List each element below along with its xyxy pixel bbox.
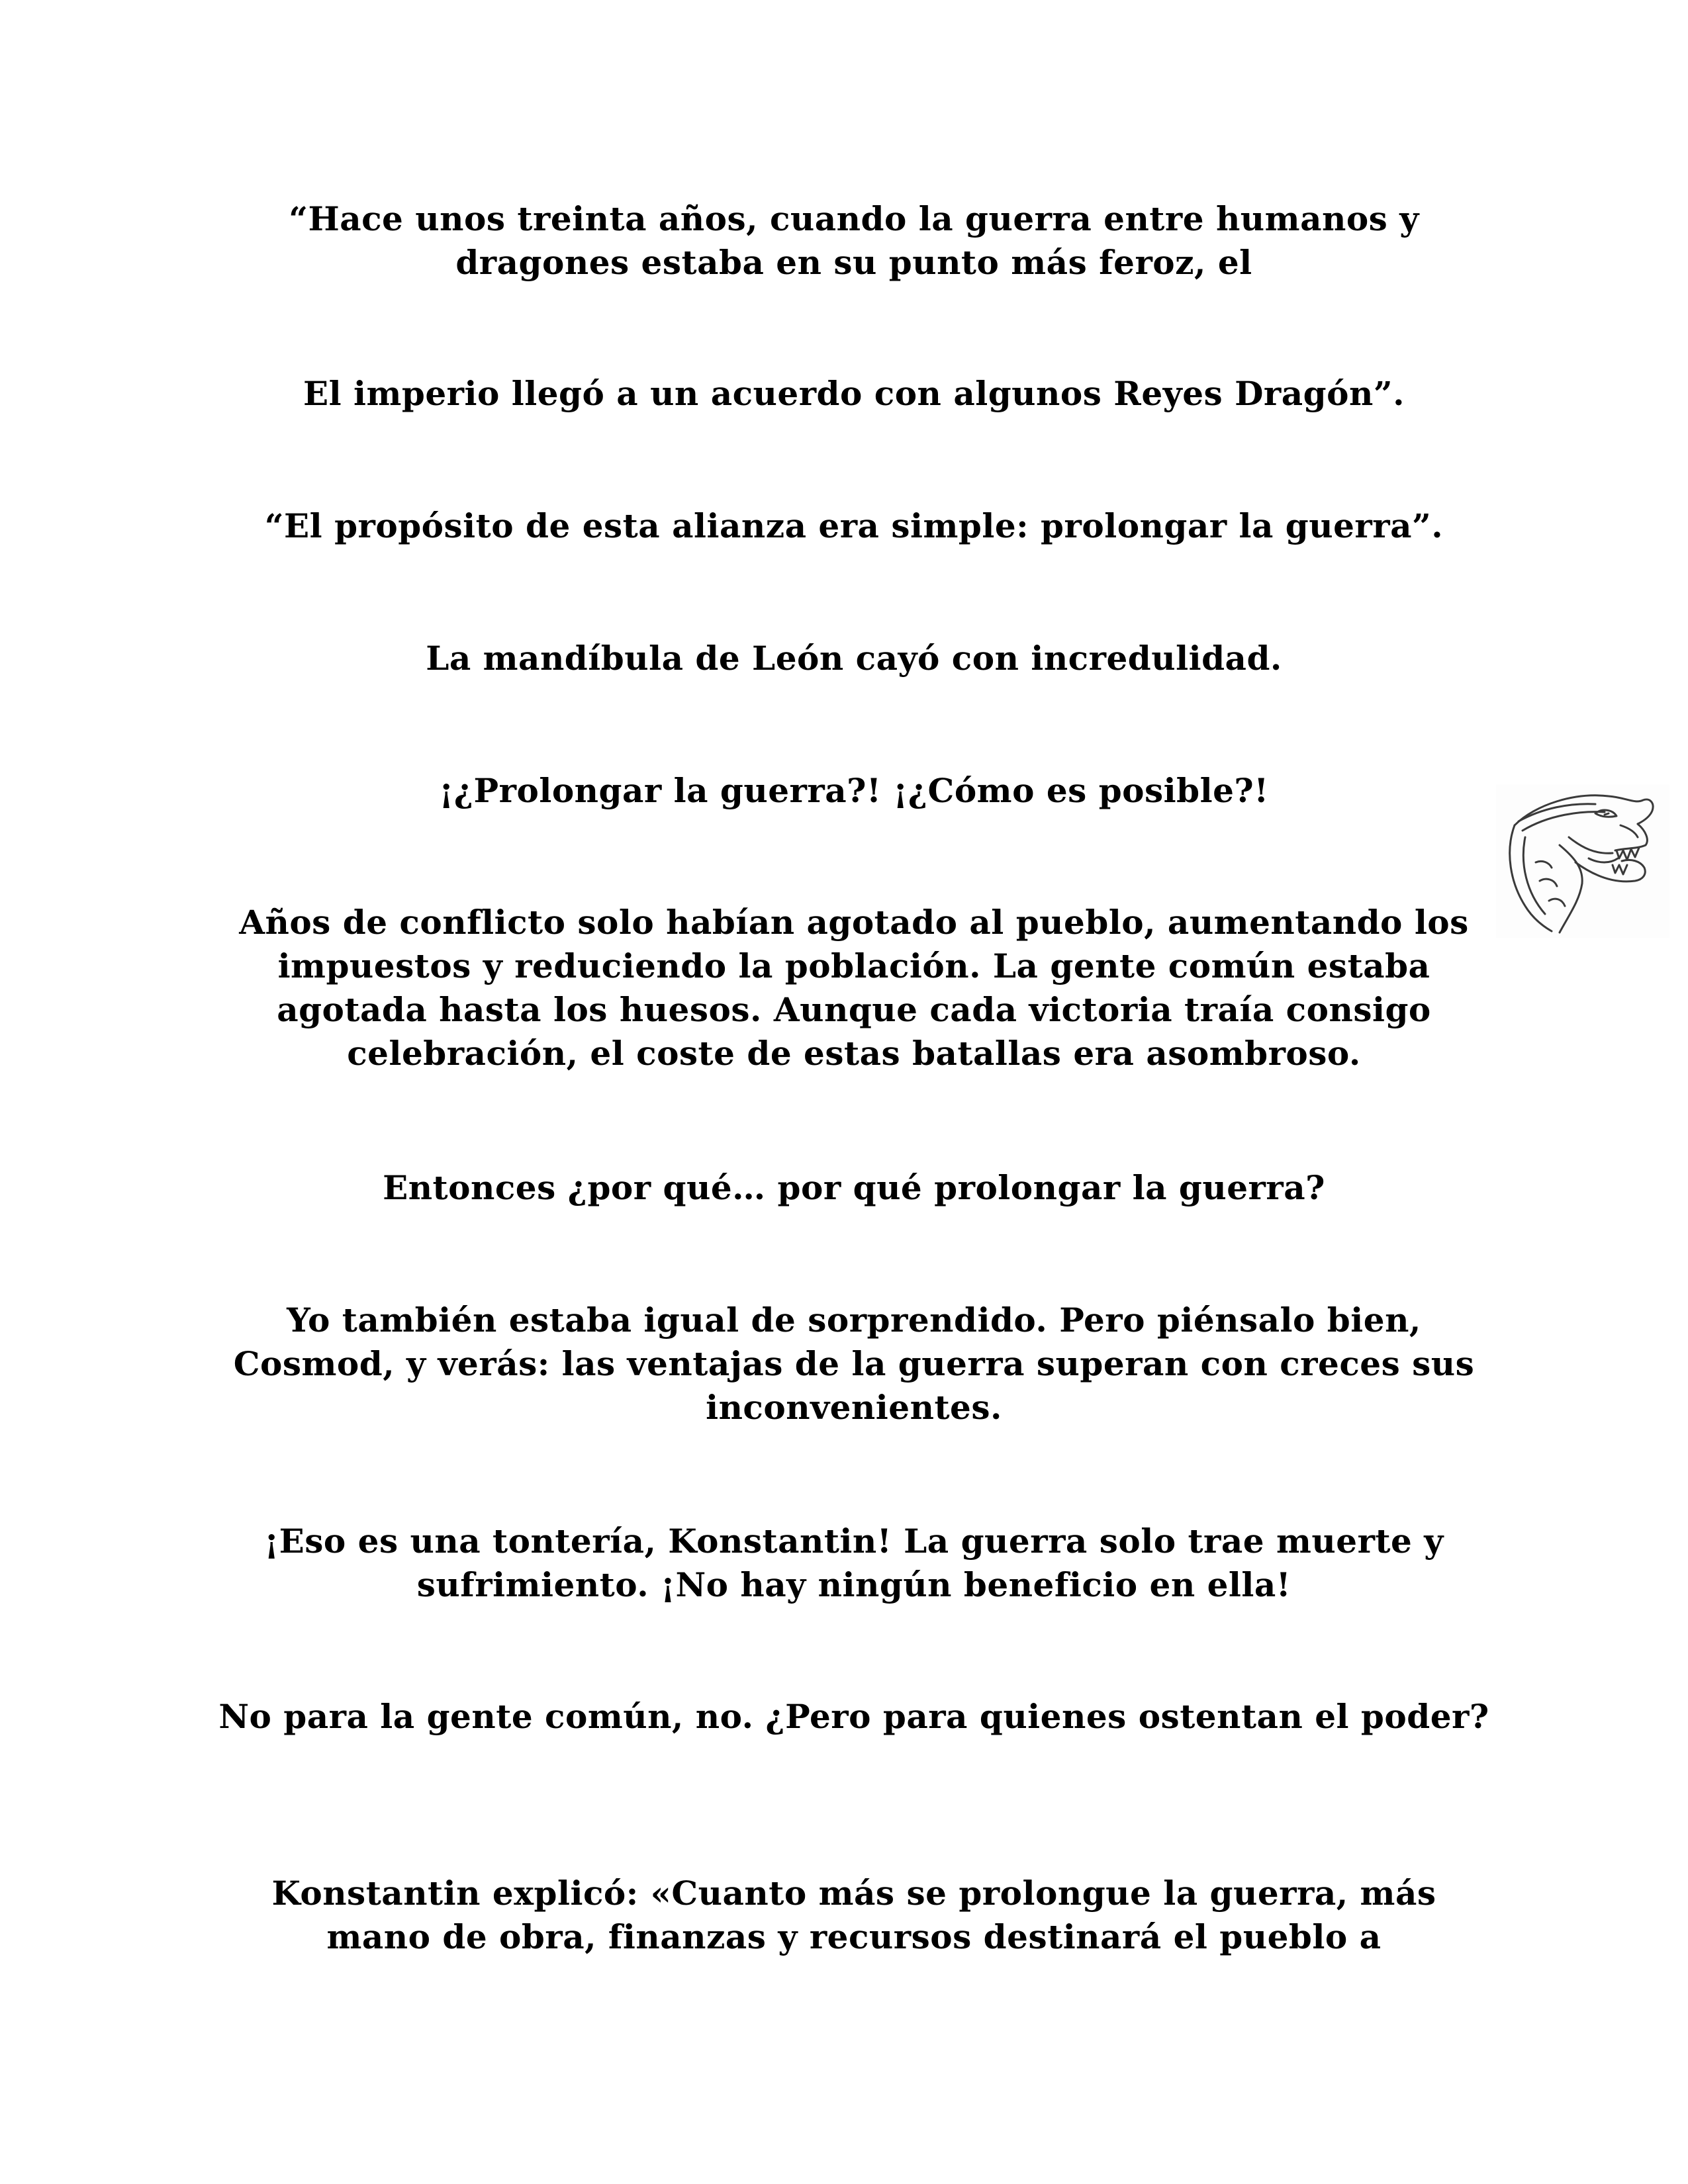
paragraph-8: Yo también estaba igual de sorprendido. Pero piénsalo bien, Cosmod, y verás: las ventajas de la guerra superan con creces sus inconvenientes. xyxy=(233,1300,1475,1427)
paragraph-5: ¡¿Prolongar la guerra?! ¡¿Cómo es posible?! xyxy=(439,771,1269,810)
paragraph-1: “Hace unos treinta años, cuando la guerra entre humanos y dragones estaba en su punto más feroz, el xyxy=(289,199,1419,282)
paragraph-9: ¡Eso es una tontería, Konstantin! La guerra solo trae muerte y sufrimiento. ¡No hay ningún beneficio en ella! xyxy=(264,1522,1444,1604)
paragraph-7: Entonces ¿por qué… por qué prolongar la guerra? xyxy=(383,1168,1325,1207)
paragraph-2: El imperio llegó a un acuerdo con algunos Reyes Dragón”. xyxy=(303,374,1405,413)
paragraph-10: No para la gente común, no. ¿Pero para quienes ostentan el poder? xyxy=(218,1697,1489,1736)
paragraph-11: Konstantin explicó: «Cuanto más se prolongue la guerra, más mano de obra, finanzas y recursos destinará el pueblo a xyxy=(271,1874,1436,1956)
dragon-head-sketch-icon xyxy=(1496,784,1669,938)
paragraph-6: Años de conflicto solo habían agotado al pueblo, aumentando los impuestos y reduciendo la población. La gente común estaba agotada hasta los huesos. Aunque cada victoria traía consigo celebración, el coste de estas batallas era asombroso. xyxy=(239,903,1469,1073)
paragraph-3: “El propósito de esta alianza era simple: prolongar la guerra”. xyxy=(264,506,1444,545)
paragraph-4: La mandíbula de León cayó con incredulidad. xyxy=(426,639,1282,678)
